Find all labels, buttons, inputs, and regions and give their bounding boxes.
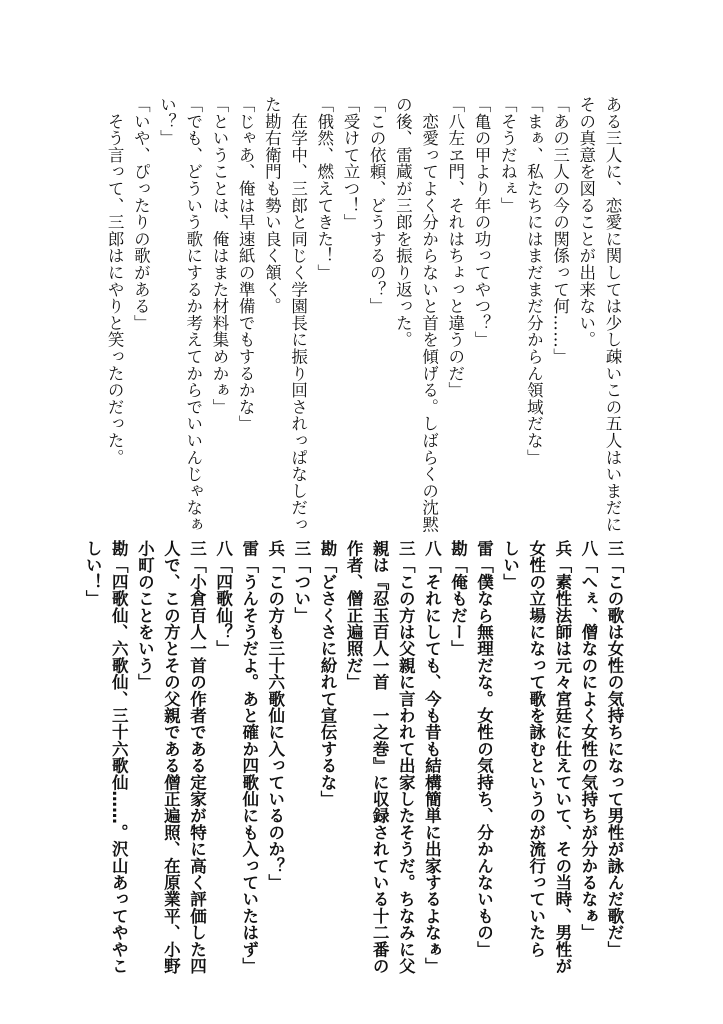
dialogue-line: 作者、僧正遍照だ」 [344,540,364,691]
dialogue-line: 小町のことをいう」 [135,540,155,691]
dialogue-line: 三「この方は父親に言われて出家したそうだ。ちなみに父 [396,540,416,975]
dialogue-line: 八「それにしても、今も昔も結構簡単に出家するよなぁ」 [422,540,442,975]
dialogue-line: 三「この歌は女性の気持ちになって男性が詠んだ歌だ」 [605,540,624,958]
narrative-text-block [101,96,625,533]
commentary-dialogue-block [79,540,627,975]
dialogue-line: 女性の立場になって歌を詠むというのが流行っていたら [526,540,546,958]
dialogue-line: 勘「どさくさに紛れて宣伝するな」 [317,540,337,808]
dialogue-line: 親は『忍玉百人一首 一之巻』に収録されている十二番の [370,540,390,975]
text-line: 「じゃあ、俺は早速紙の準備でもするかな」 [236,96,256,432]
text-line: 「この依頼、どうするの？」 [367,96,387,315]
text-line: の後、雷蔵が三郎を振り返った。 [393,96,413,348]
dialogue-line: 三「つい」 [291,540,311,624]
text-line: ある三人に、恋愛に関しては少し疎いこの五人はいまだに [603,96,622,533]
text-line: 「八左ヱ門、それはちょっと違うのだ」 [445,96,465,399]
text-line: そう言って、三郎はにやりと笑ったのだった。 [105,96,125,466]
text-line: 「そうだねぇ」 [498,96,518,214]
text-line: た勘右衛門も勢い良く頷く。 [262,96,282,315]
dialogue-line: 雷「僕なら無理だな。女性の気持ち、分かんないもの」 [474,540,494,958]
dialogue-line: しい」 [500,540,520,591]
text-line: 「受けて立つ！」 [340,96,360,231]
dialogue-line: 三「小倉百人一首の作者である定家が特に高く評価した四 [187,540,207,975]
dialogue-line: 雷「うんそうだよ。あと確か四歌仙にも入っていたはず」 [239,540,259,975]
dialogue-line: しい！」 [83,540,103,607]
text-line: 「でも、どういう歌にするか考えてからでいいんじゃなぁ [183,96,203,533]
text-line: 「亀の甲より年の功ってやつ？」 [471,96,491,348]
text-line: その真意を図ることが出来ない。 [576,96,596,348]
text-line: 「まぁ、私たちにはまだまだ分からん領域だな」 [524,96,544,466]
dialogue-line: 勘「四歌仙、六歌仙、三十六歌仙……。沢山あってややこ [109,540,129,975]
dialogue-line: 勘「俺もだー」 [448,540,468,657]
text-line: 在学中、三郎と同じく学園長に振り回されっぱなしだっ [288,96,308,533]
dialogue-line: 人で、この方とその父親である僧正遍照、在原業平、小野 [161,540,181,975]
text-line: 恋愛ってよく分からないと首を傾げる。しばらくの沈黙 [419,96,439,533]
text-line: い？」 [157,96,177,147]
dialogue-line: 八「へぇ、僧なのによく女性の気持ちが分かるなぁ」 [578,540,598,941]
dialogue-line: 兵「素性法師は元々宮廷に仕えていて、その当時、男性が [552,540,572,975]
text-line: 「あの三人の今の関係って何……」 [550,96,570,365]
text-line: 「俄然、燃えてきた！」 [314,96,334,281]
dialogue-line: 八「四歌仙？」 [213,540,233,657]
dialogue-line: 兵「この方も三十六歌仙に入っているのか？」 [265,540,285,891]
text-line: 「いや、ぴったりの歌がある」 [131,96,151,332]
text-line: 「ということは、俺はまた材料集めかぁ」 [209,96,229,416]
